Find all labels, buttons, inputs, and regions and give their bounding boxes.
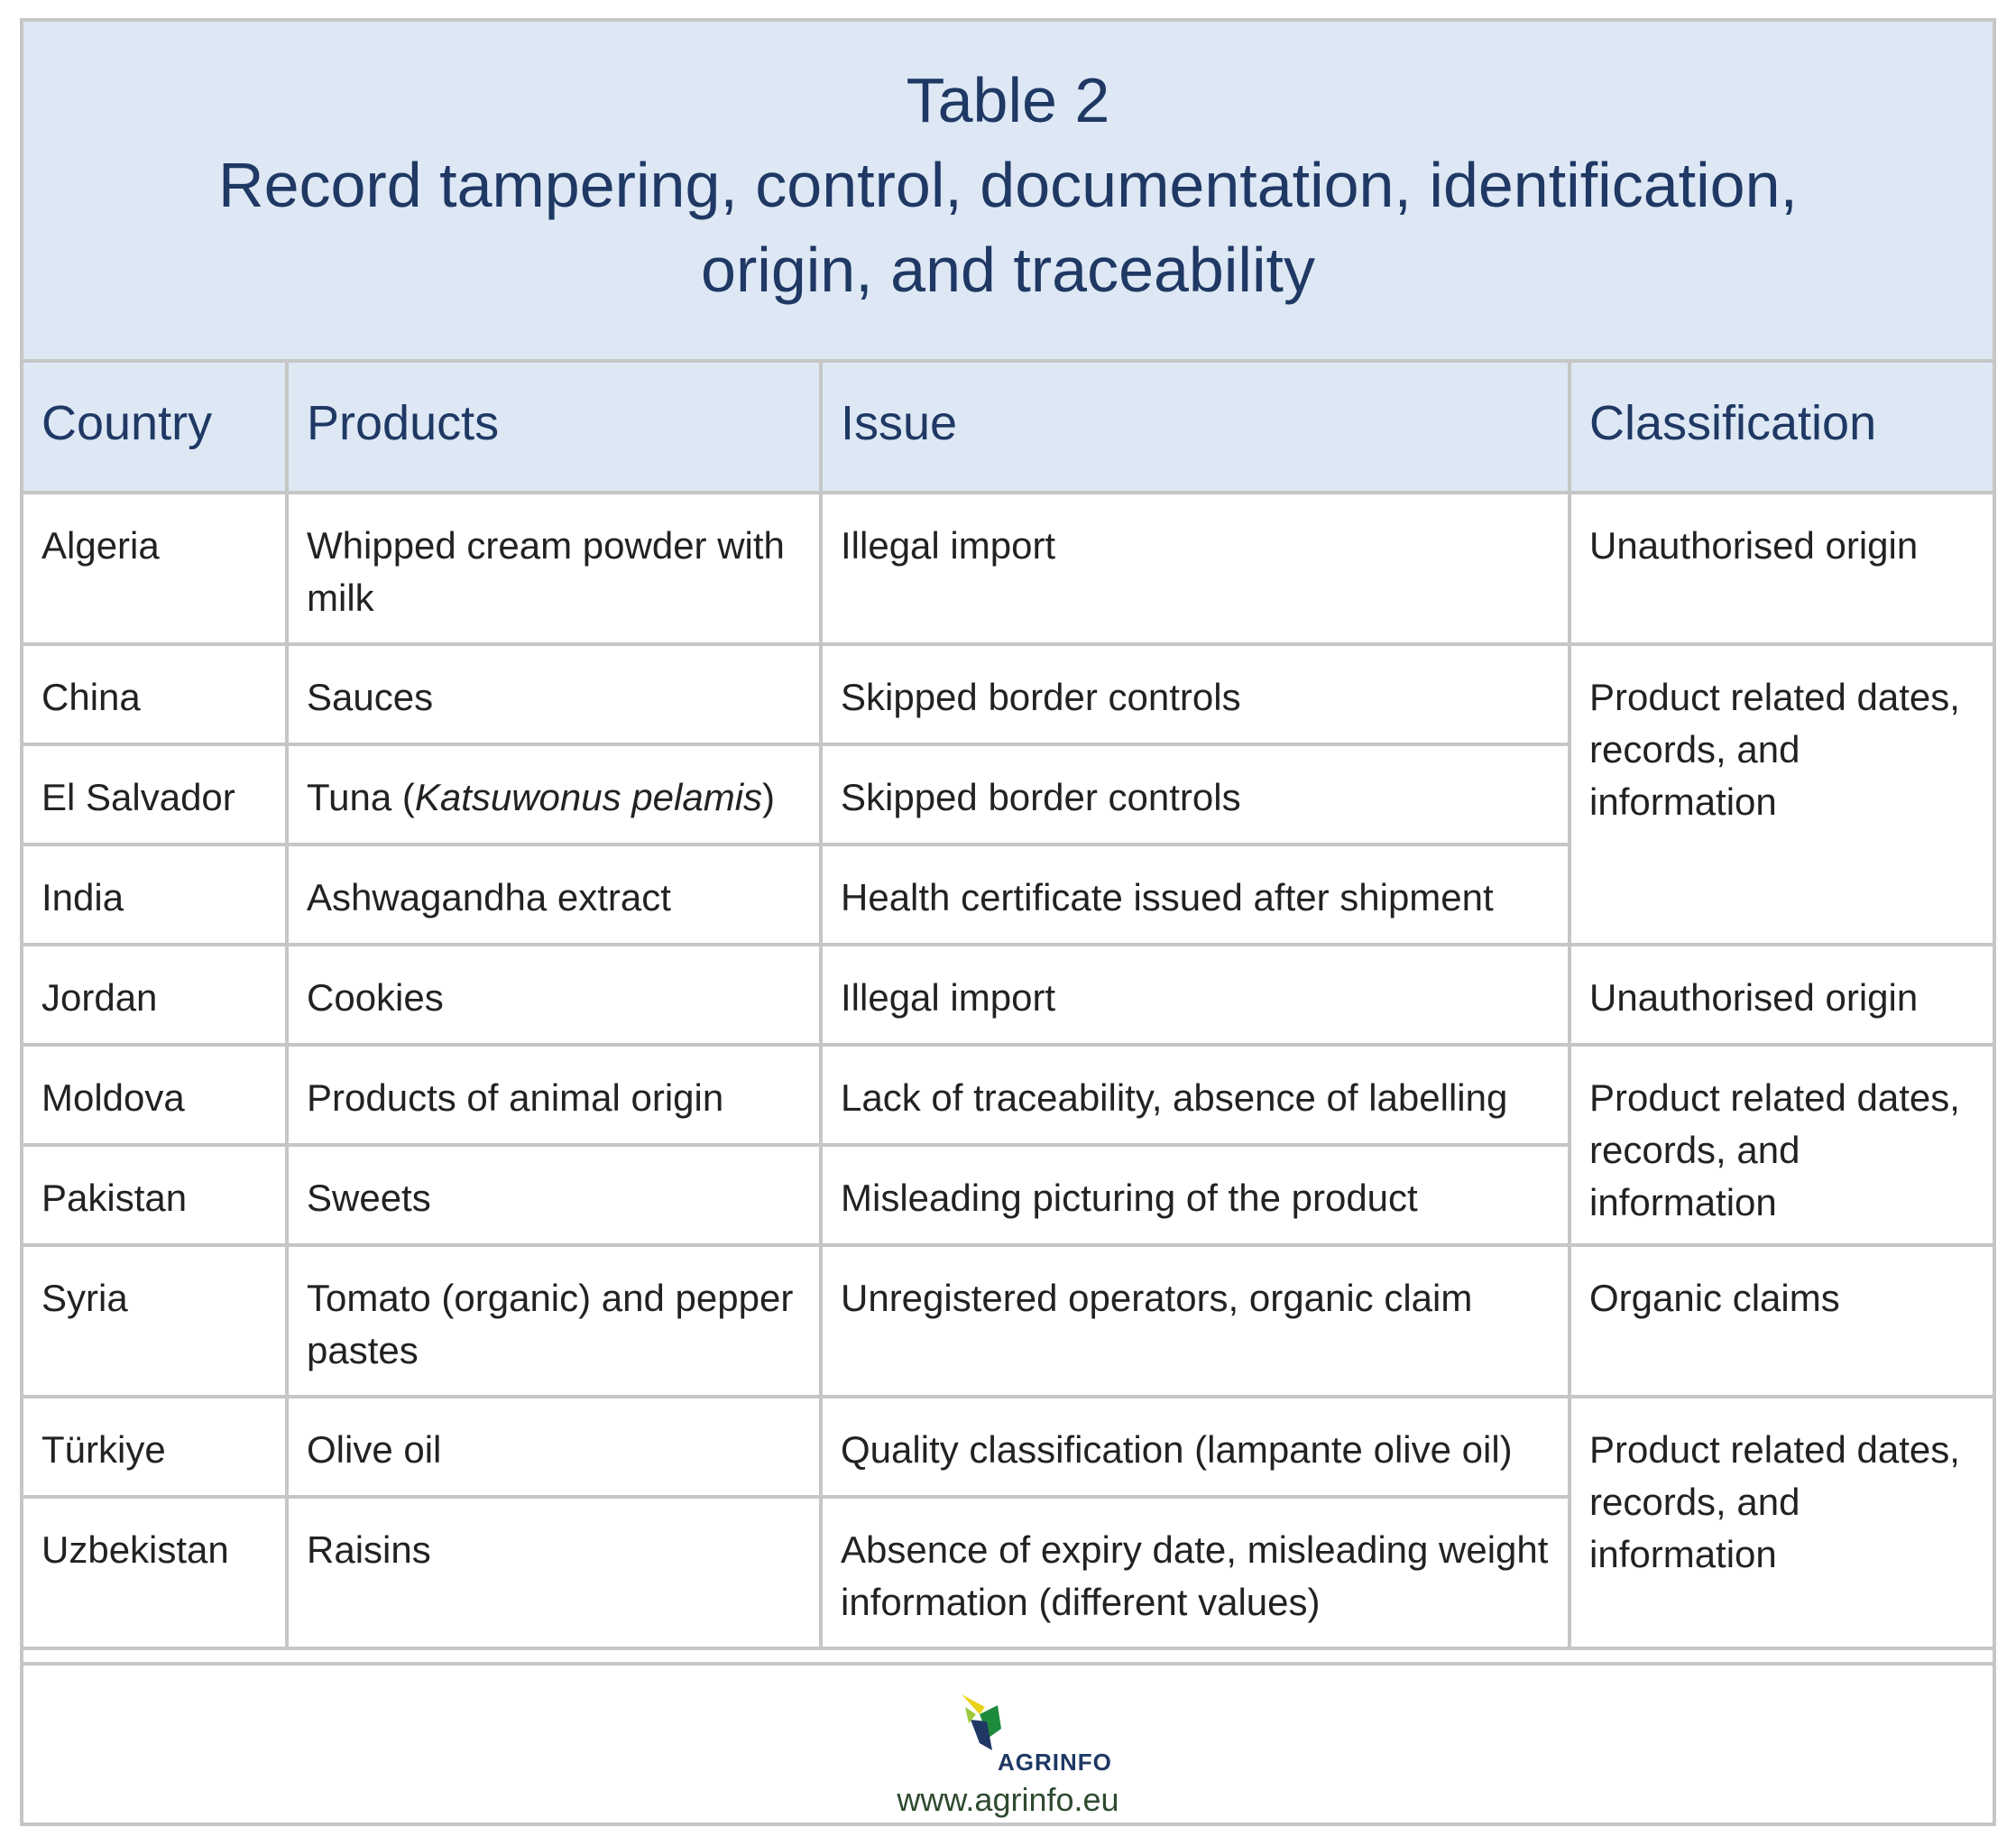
logo-wordmark: AGRINFO xyxy=(998,1749,1112,1776)
column-header: Products xyxy=(287,363,821,493)
issue-cell: Absence of expiry date, misleading weight information (different values) xyxy=(821,1497,1570,1648)
issue-cell: Illegal import xyxy=(821,493,1570,644)
classification-cell: Product related dates, records, and information xyxy=(1570,1397,1993,1648)
classification-cell: Product related dates, records, and information xyxy=(1570,644,1993,945)
issue-cell: Lack of traceability, absence of labelling xyxy=(821,1045,1570,1145)
products-cell: Ashwagandha extract xyxy=(287,845,821,945)
products-cell: Cookies xyxy=(287,945,821,1045)
table-title-line: Record tampering, control, documentation, identification, xyxy=(218,150,1798,220)
species-name: Katsuwonus pelamis xyxy=(414,776,763,818)
table-row xyxy=(23,493,1993,644)
classification-cell: Organic claims xyxy=(1570,1245,1993,1397)
issue-cell: Misleading picturing of the product xyxy=(821,1145,1570,1245)
country-cell: El Salvador xyxy=(23,744,287,845)
country-cell: India xyxy=(23,845,287,945)
products-cell: Tomato (organic) and pepper pastes xyxy=(287,1245,821,1397)
issue-cell: Skipped border controls xyxy=(821,744,1570,845)
column-header: Classification xyxy=(1570,363,1993,493)
table-row xyxy=(23,1045,1993,1145)
products-cell: Sweets xyxy=(287,1145,821,1245)
footer xyxy=(23,1662,1993,1823)
issue-cell: Skipped border controls xyxy=(821,644,1570,744)
column-header: Country xyxy=(23,363,287,493)
table-row xyxy=(23,644,1993,744)
products-cell: Whipped cream powder with milk xyxy=(287,493,821,644)
issue-cell: Health certificate issued after shipment xyxy=(821,845,1570,945)
country-cell: Syria xyxy=(23,1245,287,1397)
table-title-line: origin, and traceability xyxy=(701,235,1315,305)
column-header: Issue xyxy=(821,363,1570,493)
table-figure xyxy=(20,18,1996,1826)
classification-cell: Unauthorised origin xyxy=(1570,493,1993,644)
products-cell: Olive oil xyxy=(287,1397,821,1497)
classification-cell: Unauthorised origin xyxy=(1570,945,1993,1045)
footer-url[interactable]: www.agrinfo.eu xyxy=(897,1781,1119,1818)
country-cell: China xyxy=(23,644,287,744)
issue-cell: Illegal import xyxy=(821,945,1570,1045)
products-cell xyxy=(287,744,821,845)
products-text: Tuna ( xyxy=(307,776,415,818)
table-number: Table 2 xyxy=(906,65,1110,135)
header-row xyxy=(23,363,1993,493)
table-row xyxy=(23,945,1993,1045)
country-cell: Algeria xyxy=(23,493,287,644)
products-cell: Sauces xyxy=(287,644,821,744)
agrinfo-logo-icon xyxy=(934,1687,1115,1752)
agrinfo-logo xyxy=(934,1687,1115,1752)
data-table xyxy=(23,363,1993,1650)
issue-cell: Unregistered operators, organic claim xyxy=(821,1245,1570,1397)
products-cell: Products of animal origin xyxy=(287,1045,821,1145)
country-cell: Moldova xyxy=(23,1045,287,1145)
table-row xyxy=(23,1245,1993,1397)
table-row xyxy=(23,1397,1993,1497)
country-cell: Pakistan xyxy=(23,1145,287,1245)
classification-cell: Product related dates, records, and information xyxy=(1570,1045,1993,1245)
products-cell: Raisins xyxy=(287,1497,821,1648)
title-block xyxy=(23,22,1993,363)
country-cell: Türkiye xyxy=(23,1397,287,1497)
country-cell: Uzbekistan xyxy=(23,1497,287,1648)
products-text: ) xyxy=(762,776,776,818)
country-cell: Jordan xyxy=(23,945,287,1045)
issue-cell: Quality classification (lampante olive oil) xyxy=(821,1397,1570,1497)
